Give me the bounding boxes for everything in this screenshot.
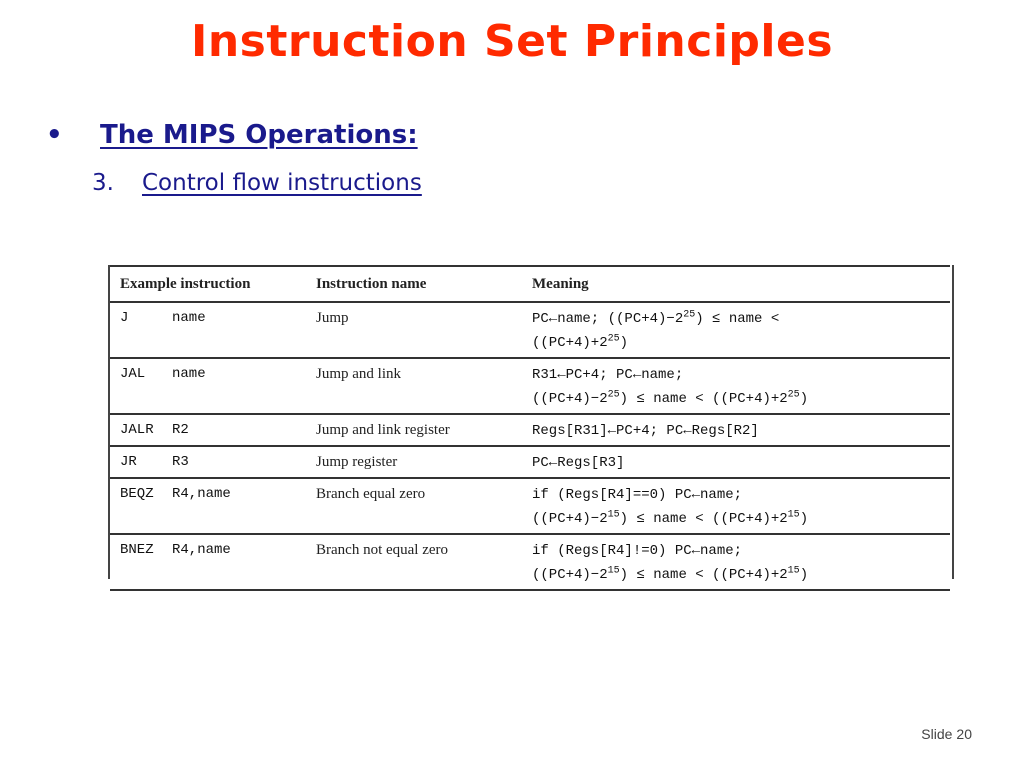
instruction-table-frame (108, 265, 954, 583)
meaning-line: $((PC+4)-2^{15})$ ≤ name < $((PC+4)+2^{15})$ (532, 509, 809, 527)
instruction-name-cell (306, 414, 522, 446)
instruction-name-cell (306, 446, 522, 478)
bullet-text: The MIPS Operations: (100, 120, 418, 150)
meaning-cell (522, 302, 950, 358)
meaning-line: $((PC+4)-2^{25})$ ≤ name < $((PC+4)+2^{25})$ (532, 389, 809, 407)
instruction-name: Branch equal zero (316, 486, 426, 502)
meaning-line: $((PC+4)+2^{25})$ (532, 333, 629, 351)
instruction-name: Branch not equal zero (316, 542, 449, 558)
operands: R4,name (172, 486, 231, 502)
table-row (110, 534, 950, 590)
table-header-row (110, 266, 950, 302)
instruction-name: Jump (316, 310, 349, 326)
instruction-name-cell (306, 358, 522, 414)
meaning-line: PC←name; $((PC+4)-2^{25})$ ≤ name < (532, 309, 780, 327)
meaning-cell (522, 414, 950, 446)
table-row (110, 478, 950, 534)
meaning-line: $((PC+4)-2^{15})$ ≤ name < $((PC+4)+2^{15})$ (532, 565, 809, 583)
meaning-line: if (Regs[R4]==0) PC←name; (532, 487, 743, 503)
opcode: BNEZ (120, 542, 154, 558)
opcode: JALR (120, 422, 154, 438)
header-name: Instruction name (306, 266, 522, 302)
instruction-name-cell (306, 302, 522, 358)
slide-number-label: Slide (921, 726, 953, 742)
slide-number (921, 726, 972, 742)
meaning-cell (522, 446, 950, 478)
opcode: J (120, 310, 129, 326)
instruction-name: Jump register (316, 454, 398, 470)
example-instruction-cell (110, 414, 306, 446)
bullet-marker: • (46, 120, 63, 150)
table-row (110, 358, 950, 414)
example-instruction-cell (110, 302, 306, 358)
operands: name (172, 366, 206, 382)
meaning-line: R31←PC+4; PC←name; (532, 367, 684, 383)
table-row (110, 302, 950, 358)
example-instruction-cell (110, 478, 306, 534)
operands: R2 (172, 422, 189, 438)
header-example: Example instruction (110, 266, 306, 302)
meaning-cell (522, 478, 950, 534)
meaning-cell (522, 358, 950, 414)
slide-number-value: 20 (956, 726, 972, 742)
operands: R4,name (172, 542, 231, 558)
opcode: BEQZ (120, 486, 154, 502)
meaning-line: if (Regs[R4]!=0) PC←name; (532, 543, 743, 559)
example-instruction-cell (110, 534, 306, 590)
operands: R3 (172, 454, 189, 470)
meaning-line: PC←Regs[R3] (532, 455, 625, 471)
slide-title: Instruction Set Principles (190, 16, 834, 67)
meaning-cell (522, 534, 950, 590)
table-row (110, 414, 950, 446)
instruction-name-cell (306, 534, 522, 590)
header-meaning: Meaning (522, 266, 950, 302)
example-instruction-cell (110, 358, 306, 414)
instruction-name-cell (306, 478, 522, 534)
instruction-name: Jump and link (316, 366, 401, 382)
example-instruction-cell (110, 446, 306, 478)
opcode: JR (120, 454, 137, 470)
sub-item-number: 3. (92, 170, 114, 196)
operands: name (172, 310, 206, 326)
instruction-name: Jump and link register (316, 422, 450, 438)
meaning-line: Regs[R31]←PC+4; PC←Regs[R2] (532, 423, 759, 439)
table-row (110, 446, 950, 478)
sub-item-text: Control flow instructions (142, 170, 422, 196)
instruction-table (110, 265, 950, 591)
opcode: JAL (120, 366, 146, 382)
